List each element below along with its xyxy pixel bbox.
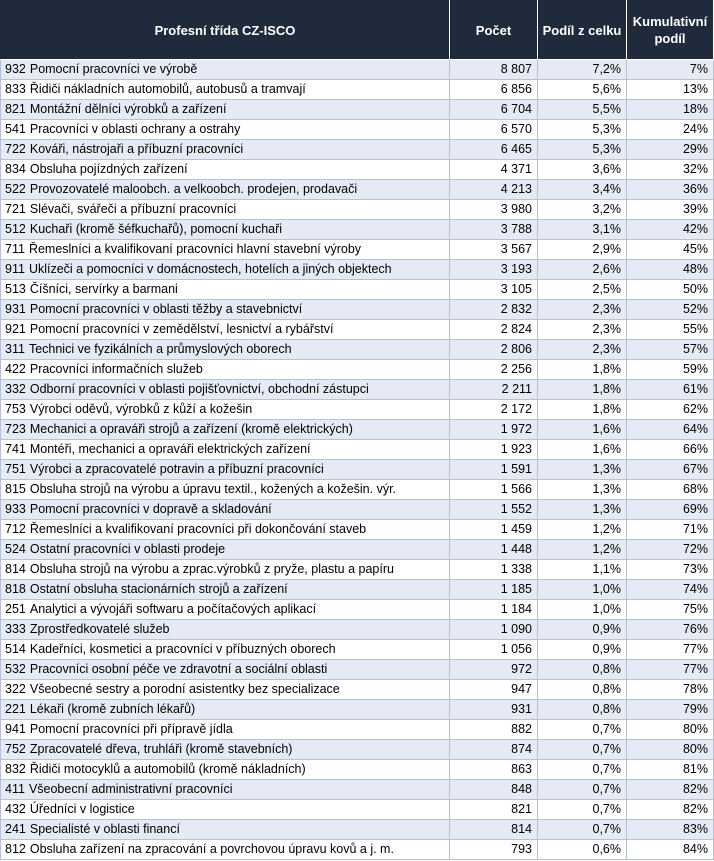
isco-code: 514 — [5, 642, 26, 656]
count-cell: 8 807 — [450, 60, 538, 80]
isco-code: 723 — [5, 422, 26, 436]
isco-code: 821 — [5, 102, 26, 116]
profession-name: Všeobecné sestry a porodní asistentky bez specializace — [29, 682, 340, 696]
profession-name: Technici ve fyzikálních a průmyslových oborech — [28, 342, 292, 356]
profession-name: Pracovníci osobní péče ve zdravotní a sociální oblasti — [29, 662, 328, 676]
cumulative-cell: 64% — [627, 420, 714, 440]
cumulative-cell: 18% — [627, 100, 714, 120]
profession-name: Pomocní pracovníci při přípravě jídla — [29, 722, 233, 736]
count-cell: 882 — [450, 720, 538, 740]
isco-code: 532 — [5, 662, 26, 676]
share-cell: 1,0% — [538, 600, 627, 620]
cumulative-cell: 72% — [627, 540, 714, 560]
count-cell: 1 448 — [450, 540, 538, 560]
profession-name: Pomocní pracovníci v dopravě a skladování — [29, 502, 272, 516]
table-row — [1, 480, 714, 500]
table-row — [1, 580, 714, 600]
isco-code: 834 — [5, 162, 26, 176]
isco-code: 815 — [5, 482, 26, 496]
isco-code: 921 — [5, 322, 26, 336]
profession-cell — [1, 720, 450, 740]
profession-name: Provozovatelé maloobch. a velkoobch. prodejen, prodavači — [29, 182, 358, 196]
cumulative-cell: 77% — [627, 640, 714, 660]
profession-name: Obsluha strojů na výrobu a zprac.výrobků z pryže, plastu a papíru — [29, 562, 394, 576]
cumulative-cell: 45% — [627, 240, 714, 260]
share-cell: 3,2% — [538, 200, 627, 220]
cumulative-cell: 7% — [627, 60, 714, 80]
cumulative-cell: 62% — [627, 400, 714, 420]
count-cell: 1 184 — [450, 600, 538, 620]
share-cell: 0,8% — [538, 660, 627, 680]
isco-code: 332 — [5, 382, 26, 396]
count-cell: 2 806 — [450, 340, 538, 360]
profession-name: Montéři, mechanici a opraváři elektrických zařízení — [29, 442, 311, 456]
profession-name: Pomocní pracovníci ve výrobě — [29, 62, 198, 76]
cumulative-cell: 82% — [627, 780, 714, 800]
share-cell: 1,0% — [538, 580, 627, 600]
isco-code: 721 — [5, 202, 26, 216]
cumulative-cell: 67% — [627, 460, 714, 480]
table-row — [1, 620, 714, 640]
isco-code: 411 — [5, 782, 25, 796]
count-cell: 1 056 — [450, 640, 538, 660]
isco-code: 711 — [5, 242, 25, 256]
isco-code: 512 — [5, 222, 26, 236]
count-cell: 2 211 — [450, 380, 538, 400]
profession-name: Řidiči motocyklů a automobilů (kromě nákladních) — [29, 762, 306, 776]
profession-cell — [1, 80, 450, 100]
profession-cell — [1, 620, 450, 640]
cumulative-cell: 13% — [627, 80, 714, 100]
isco-code: 931 — [5, 302, 26, 316]
profession-cell — [1, 220, 450, 240]
profession-name: Zprostředkovatelé služeb — [29, 622, 170, 636]
header-row — [1, 1, 714, 60]
profession-cell — [1, 200, 450, 220]
profession-cell — [1, 600, 450, 620]
cumulative-cell: 74% — [627, 580, 714, 600]
isco-code: 541 — [5, 122, 26, 136]
profession-name: Číšníci, servírky a barmani — [29, 282, 178, 296]
profession-name: Lékaři (kromě zubních lékařů) — [29, 702, 196, 716]
share-cell: 2,3% — [538, 320, 627, 340]
isco-code: 241 — [5, 822, 26, 836]
profession-name: Pracovníci v oblasti ochrany a ostrahy — [29, 122, 241, 136]
count-cell: 1 566 — [450, 480, 538, 500]
table-row — [1, 760, 714, 780]
cumulative-cell: 42% — [627, 220, 714, 240]
share-cell: 2,5% — [538, 280, 627, 300]
count-cell: 1 591 — [450, 460, 538, 480]
isco-code: 818 — [5, 582, 26, 596]
profession-cell — [1, 560, 450, 580]
isco-code: 221 — [5, 702, 26, 716]
profession-cell — [1, 700, 450, 720]
profession-cell — [1, 480, 450, 500]
share-cell: 1,8% — [538, 400, 627, 420]
share-cell: 0,6% — [538, 840, 627, 860]
table-row — [1, 220, 714, 240]
isco-code: 333 — [5, 622, 26, 636]
cumulative-cell: 39% — [627, 200, 714, 220]
isco-code: 722 — [5, 142, 26, 156]
profession-cell — [1, 240, 450, 260]
isco-code: 751 — [5, 462, 26, 476]
profession-name: Výrobci oděvů, výrobků z kůží a kožešin — [29, 402, 253, 416]
isco-code: 814 — [5, 562, 26, 576]
profession-name: Úředníci v logistice — [29, 802, 135, 816]
cumulative-cell: 69% — [627, 500, 714, 520]
table-row — [1, 500, 714, 520]
count-cell: 947 — [450, 680, 538, 700]
share-cell: 2,6% — [538, 260, 627, 280]
table-row — [1, 560, 714, 580]
share-cell: 0,8% — [538, 680, 627, 700]
profession-name: Řemeslníci a kvalifikovaní pracovníci při dokončování staveb — [29, 522, 367, 536]
cumulative-cell: 80% — [627, 720, 714, 740]
profession-cell — [1, 740, 450, 760]
count-cell: 874 — [450, 740, 538, 760]
profession-cell — [1, 260, 450, 280]
count-cell: 1 090 — [450, 620, 538, 640]
profession-name: Montážní dělníci výrobků a zařízení — [29, 102, 227, 116]
profession-cell — [1, 840, 450, 860]
profession-name: Obsluha pojízdných zařízení — [29, 162, 188, 176]
count-cell: 1 338 — [450, 560, 538, 580]
profession-cell — [1, 640, 450, 660]
share-cell: 1,3% — [538, 460, 627, 480]
profession-name: Řemeslníci a kvalifikovaní pracovníci hlavní stavební výroby — [28, 242, 362, 256]
cumulative-cell: 68% — [627, 480, 714, 500]
table-row — [1, 100, 714, 120]
cumulative-cell: 71% — [627, 520, 714, 540]
profession-cell — [1, 380, 450, 400]
cumulative-cell: 76% — [627, 620, 714, 640]
count-cell: 3 105 — [450, 280, 538, 300]
table-row — [1, 200, 714, 220]
share-cell: 0,8% — [538, 700, 627, 720]
cumulative-cell: 32% — [627, 160, 714, 180]
profession-name: Analytici a vývojáři softwaru a počítačových aplikací — [29, 602, 317, 616]
share-cell: 2,9% — [538, 240, 627, 260]
profession-cell — [1, 140, 450, 160]
profession-name: Všeobecní administrativní pracovníci — [28, 782, 233, 796]
table-row — [1, 800, 714, 820]
profession-cell — [1, 320, 450, 340]
cumulative-cell: 24% — [627, 120, 714, 140]
cumulative-cell: 84% — [627, 840, 714, 860]
profession-name: Výrobci a zpracovatelé potravin a příbuzní pracovníci — [29, 462, 324, 476]
table-row — [1, 420, 714, 440]
count-cell: 6 856 — [450, 80, 538, 100]
share-cell: 7,2% — [538, 60, 627, 80]
profession-cell — [1, 760, 450, 780]
share-cell: 0,9% — [538, 620, 627, 640]
cumulative-cell: 61% — [627, 380, 714, 400]
share-cell: 0,7% — [538, 820, 627, 840]
table-row — [1, 60, 714, 80]
table-row — [1, 780, 714, 800]
table-row — [1, 540, 714, 560]
share-cell: 2,3% — [538, 300, 627, 320]
table-row — [1, 840, 714, 860]
count-cell: 3 567 — [450, 240, 538, 260]
count-cell: 1 923 — [450, 440, 538, 460]
share-cell: 1,3% — [538, 500, 627, 520]
profession-cell — [1, 660, 450, 680]
profession-cell — [1, 680, 450, 700]
profession-cell — [1, 340, 450, 360]
isco-code: 513 — [5, 282, 26, 296]
count-cell: 931 — [450, 700, 538, 720]
isco-code: 753 — [5, 402, 26, 416]
count-cell: 2 832 — [450, 300, 538, 320]
cumulative-cell: 29% — [627, 140, 714, 160]
profession-cell — [1, 460, 450, 480]
profession-cell — [1, 180, 450, 200]
share-cell: 0,7% — [538, 760, 627, 780]
table-row — [1, 120, 714, 140]
count-cell: 4 213 — [450, 180, 538, 200]
cumulative-cell: 83% — [627, 820, 714, 840]
isco-code: 422 — [5, 362, 26, 376]
count-cell: 814 — [450, 820, 538, 840]
profession-name: Řidiči nákladních automobilů, autobusů a tramvají — [29, 82, 306, 96]
table-row — [1, 680, 714, 700]
profession-name: Mechanici a opraváři strojů a zařízení (kromě elektrických) — [29, 422, 353, 436]
profession-cell — [1, 820, 450, 840]
count-cell: 1 185 — [450, 580, 538, 600]
profession-name: Odborní pracovníci v oblasti pojišťovnictví, obchodní zástupci — [29, 382, 369, 396]
table-row — [1, 700, 714, 720]
cumulative-cell: 75% — [627, 600, 714, 620]
count-cell: 3 193 — [450, 260, 538, 280]
share-cell: 0,7% — [538, 800, 627, 820]
count-cell: 6 465 — [450, 140, 538, 160]
table-row — [1, 300, 714, 320]
table-row — [1, 660, 714, 680]
profession-cell — [1, 780, 450, 800]
cumulative-cell: 80% — [627, 740, 714, 760]
count-cell: 2 256 — [450, 360, 538, 380]
share-cell: 1,2% — [538, 520, 627, 540]
count-cell: 1 972 — [450, 420, 538, 440]
profession-name: Kadeřníci, kosmetici a pracovníci v příbuzných oborech — [29, 642, 336, 656]
table-row — [1, 140, 714, 160]
count-cell: 2 172 — [450, 400, 538, 420]
cumulative-cell: 78% — [627, 680, 714, 700]
share-cell: 1,1% — [538, 560, 627, 580]
profession-name: Specialisté v oblasti financí — [29, 822, 180, 836]
cumulative-cell: 82% — [627, 800, 714, 820]
profession-cell — [1, 100, 450, 120]
cumulative-cell: 73% — [627, 560, 714, 580]
share-cell: 0,7% — [538, 780, 627, 800]
header-cumulative: Kumulativní podíl — [627, 1, 714, 60]
cumulative-cell: 79% — [627, 700, 714, 720]
cumulative-cell: 48% — [627, 260, 714, 280]
table-row — [1, 340, 714, 360]
profession-name: Pomocní pracovníci v zemědělství, lesnictví a rybářství — [29, 322, 334, 336]
profession-cell — [1, 580, 450, 600]
profession-name: Kuchaři (kromě šéfkuchařů), pomocní kuchaři — [29, 222, 283, 236]
cumulative-cell: 52% — [627, 300, 714, 320]
isco-code: 322 — [5, 682, 26, 696]
count-cell: 821 — [450, 800, 538, 820]
count-cell: 6 704 — [450, 100, 538, 120]
cumulative-cell: 81% — [627, 760, 714, 780]
profession-name: Obsluha zařízení na zpracování a povrchovou úpravu kovů a j. m. — [29, 842, 394, 856]
profession-name: Pracovníci informačních služeb — [29, 362, 203, 376]
share-cell: 3,1% — [538, 220, 627, 240]
profession-name: Ostatní obsluha stacionárních strojů a zařízení — [29, 582, 288, 596]
profession-cell — [1, 280, 450, 300]
isco-code: 932 — [5, 62, 26, 76]
header-share: Podíl z celku — [538, 1, 627, 60]
cumulative-cell: 66% — [627, 440, 714, 460]
table-row — [1, 640, 714, 660]
share-cell: 1,8% — [538, 360, 627, 380]
count-cell: 972 — [450, 660, 538, 680]
profession-name: Obsluha strojů na výrobu a úpravu textil., kožených a kožešin. výr. — [29, 482, 397, 496]
count-cell: 2 824 — [450, 320, 538, 340]
profession-cell — [1, 520, 450, 540]
profession-cell — [1, 540, 450, 560]
header-count: Počet — [450, 1, 538, 60]
isco-code: 741 — [5, 442, 26, 456]
count-cell: 1 459 — [450, 520, 538, 540]
isco-code: 833 — [5, 82, 26, 96]
header-profession: Profesní třída CZ-ISCO — [1, 1, 450, 60]
table-row — [1, 600, 714, 620]
profession-cell — [1, 500, 450, 520]
isco-code: 522 — [5, 182, 26, 196]
count-cell: 848 — [450, 780, 538, 800]
share-cell: 5,3% — [538, 140, 627, 160]
table-row — [1, 520, 714, 540]
isco-code: 251 — [5, 602, 26, 616]
isco-code: 933 — [5, 502, 26, 516]
isco-code: 712 — [5, 522, 26, 536]
table-row — [1, 80, 714, 100]
profession-name: Slévači, svářeči a příbuzní pracovníci — [29, 202, 237, 216]
table-row — [1, 360, 714, 380]
isco-code: 524 — [5, 542, 26, 556]
profession-cell — [1, 420, 450, 440]
profession-cell — [1, 800, 450, 820]
share-cell: 5,6% — [538, 80, 627, 100]
table-row — [1, 280, 714, 300]
profession-name: Uklízeči a pomocníci v domácnostech, hotelích a jiných objektech — [28, 262, 392, 276]
isco-code: 812 — [5, 842, 26, 856]
profession-cell — [1, 160, 450, 180]
share-cell: 0,7% — [538, 740, 627, 760]
share-cell: 0,9% — [538, 640, 627, 660]
profession-name: Ostatní pracovníci v oblasti prodeje — [29, 542, 226, 556]
isco-code: 432 — [5, 802, 26, 816]
profession-cell — [1, 300, 450, 320]
isco-code: 941 — [5, 722, 26, 736]
profession-cell — [1, 60, 450, 80]
isco-code: 752 — [5, 742, 26, 756]
table-row — [1, 720, 714, 740]
table-row — [1, 820, 714, 840]
profession-name: Pomocní pracovníci v oblasti těžby a stavebnictví — [29, 302, 303, 316]
isco-code: 832 — [5, 762, 26, 776]
table-row — [1, 240, 714, 260]
count-cell: 6 570 — [450, 120, 538, 140]
count-cell: 1 552 — [450, 500, 538, 520]
share-cell: 3,4% — [538, 180, 627, 200]
profession-cell — [1, 120, 450, 140]
isco-code: 911 — [5, 262, 25, 276]
count-cell: 793 — [450, 840, 538, 860]
profession-cell — [1, 400, 450, 420]
count-cell: 863 — [450, 760, 538, 780]
cumulative-cell: 59% — [627, 360, 714, 380]
share-cell: 1,6% — [538, 440, 627, 460]
share-cell: 5,3% — [538, 120, 627, 140]
share-cell: 3,6% — [538, 160, 627, 180]
cumulative-cell: 57% — [627, 340, 714, 360]
share-cell: 5,5% — [538, 100, 627, 120]
share-cell: 1,8% — [538, 380, 627, 400]
table-row — [1, 320, 714, 340]
count-cell: 3 788 — [450, 220, 538, 240]
table-row — [1, 460, 714, 480]
table-row — [1, 160, 714, 180]
cumulative-cell: 55% — [627, 320, 714, 340]
table-row — [1, 740, 714, 760]
share-cell: 1,3% — [538, 480, 627, 500]
share-cell: 1,2% — [538, 540, 627, 560]
share-cell: 0,7% — [538, 720, 627, 740]
cumulative-cell: 77% — [627, 660, 714, 680]
table-row — [1, 180, 714, 200]
profession-name: Kováři, nástrojaři a příbuzní pracovníci — [29, 142, 244, 156]
table-row — [1, 260, 714, 280]
profession-cell — [1, 440, 450, 460]
cumulative-cell: 36% — [627, 180, 714, 200]
table-row — [1, 380, 714, 400]
share-cell: 2,3% — [538, 340, 627, 360]
table-row — [1, 440, 714, 460]
count-cell: 4 371 — [450, 160, 538, 180]
share-cell: 1,6% — [538, 420, 627, 440]
profession-name: Zpracovatelé dřeva, truhláři (kromě stavebních) — [29, 742, 293, 756]
cumulative-cell: 50% — [627, 280, 714, 300]
count-cell: 3 980 — [450, 200, 538, 220]
isco-code: 311 — [5, 342, 25, 356]
table-row — [1, 400, 714, 420]
profession-cell — [1, 360, 450, 380]
